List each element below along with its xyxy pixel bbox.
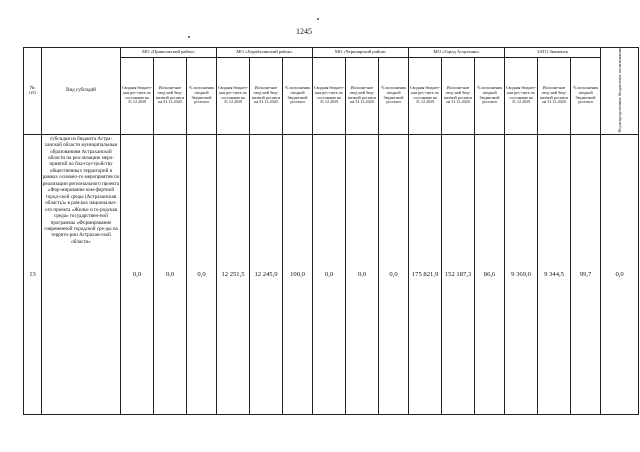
subheader-planned: Сводная бюджет-ная рос-пись по состоянию на 31.12.2020 bbox=[409, 57, 442, 134]
value-privolzhsky-executed: 0,0 bbox=[154, 134, 187, 414]
subheader-executed: Исполне-ние свод-ной бюд-жетной росписи на 31.12.2020 bbox=[538, 57, 571, 134]
subsidy-description: субсидия из бюджета Астра-ханской области муниципальным образованиям Астраханской области на реа-лизацию меро-приятий по бла-гоустройству общественных территорий в рамках основно-го мероприятия по реализации регионального проекта «Фор-мирование ком-фортной город-ской среды (Астраханская область)» в рам-ках национальн-ого проекта «Жилье и го-родская среда» государствен-ной программы «Формирование современной городской сре-ды на террито-рии Астрахан-ской области» bbox=[42, 134, 121, 414]
value-astrakhan-executed: 152 187,3 bbox=[442, 134, 475, 414]
value-kharabalinsky-executed: 12 245,9 bbox=[250, 134, 283, 414]
row-number: 13 bbox=[24, 134, 42, 414]
header-undistributed-label: Нераспределенные бюджетные ассигнования bbox=[617, 48, 623, 133]
page-number: 1245 bbox=[296, 27, 312, 36]
value-znamensk-executed: 9 344,5 bbox=[538, 134, 571, 414]
table-row bbox=[24, 134, 639, 414]
value-undistributed: 0,0 bbox=[601, 134, 639, 414]
scan-speck bbox=[317, 18, 319, 20]
value-privolzhsky-percent: 0,0 bbox=[187, 134, 217, 414]
subheader-planned: Сводная бюджет-ная рос-пись по состоянию на 31.12.2020 bbox=[313, 57, 346, 134]
subheader-percent: % исполнения сводной бюджетной росписи bbox=[379, 57, 409, 134]
subheader-planned: Сводная бюджет-ная рос-пись по состоянию на 31.12.2020 bbox=[217, 57, 250, 134]
group-header-astrakhan-city: МО «Город Астрахань» bbox=[409, 48, 505, 58]
subheader-planned: Сводная бюджет-ная рос-пись по состоянию на 31.12.2020 bbox=[121, 57, 154, 134]
value-znamensk-planned: 9 369,0 bbox=[505, 134, 538, 414]
subheader-executed: Исполне-ние свод-ной бюд-жетной росписи на 31.12.2020 bbox=[154, 57, 187, 134]
value-astrakhan-percent: 86,6 bbox=[475, 134, 505, 414]
group-header-privolzhsky: МО «Приволжский район» bbox=[121, 48, 217, 58]
subheader-executed: Исполне-ние свод-ной бюд-жетной росписи на 31.12.2020 bbox=[346, 57, 379, 134]
value-znamensk-percent: 99,7 bbox=[571, 134, 601, 414]
subheader-planned: Сводная бюджет-ная рос-пись по состоянию на 31.12.2020 bbox=[505, 57, 538, 134]
value-kharabalinsky-planned: 12 251,5 bbox=[217, 134, 250, 414]
subheader-percent: % исполнения сводной бюджетной росписи bbox=[475, 57, 505, 134]
header-subsidy-type: Вид субсидий bbox=[42, 48, 121, 135]
group-header-chernoyarsky: МО «Черноярский район» bbox=[313, 48, 409, 58]
subheader-executed: Исполне-ние свод-ной бюд-жетной росписи на 31.12.2020 bbox=[442, 57, 475, 134]
subheader-percent: % исполнения сводной бюджетной росписи bbox=[283, 57, 313, 134]
header-row-number-label: № п/п bbox=[29, 85, 36, 96]
subheader-percent: % исполнения сводной бюджетной росписи bbox=[571, 57, 601, 134]
group-header-kharabalinsky: МО «Харабалинский район» bbox=[217, 48, 313, 58]
subheader-percent: % исполнения сводной бюджетной росписи bbox=[187, 57, 217, 134]
header-row-number bbox=[24, 48, 42, 135]
scan-speck bbox=[188, 36, 190, 38]
value-astrakhan-planned: 175 821,9 bbox=[409, 134, 442, 414]
value-privolzhsky-planned: 0,0 bbox=[121, 134, 154, 414]
value-chernoyarsky-executed: 0,0 bbox=[346, 134, 379, 414]
budget-execution-table bbox=[23, 47, 639, 415]
group-header-znamensk: ЗАТО Знаменск bbox=[505, 48, 601, 58]
value-chernoyarsky-planned: 0,0 bbox=[313, 134, 346, 414]
header-undistributed bbox=[601, 48, 639, 135]
subheader-executed: Исполне-ние свод-ной бюд-жетной росписи на 31.12.2020 bbox=[250, 57, 283, 134]
value-kharabalinsky-percent: 100,0 bbox=[283, 134, 313, 414]
value-chernoyarsky-percent: 0,0 bbox=[379, 134, 409, 414]
